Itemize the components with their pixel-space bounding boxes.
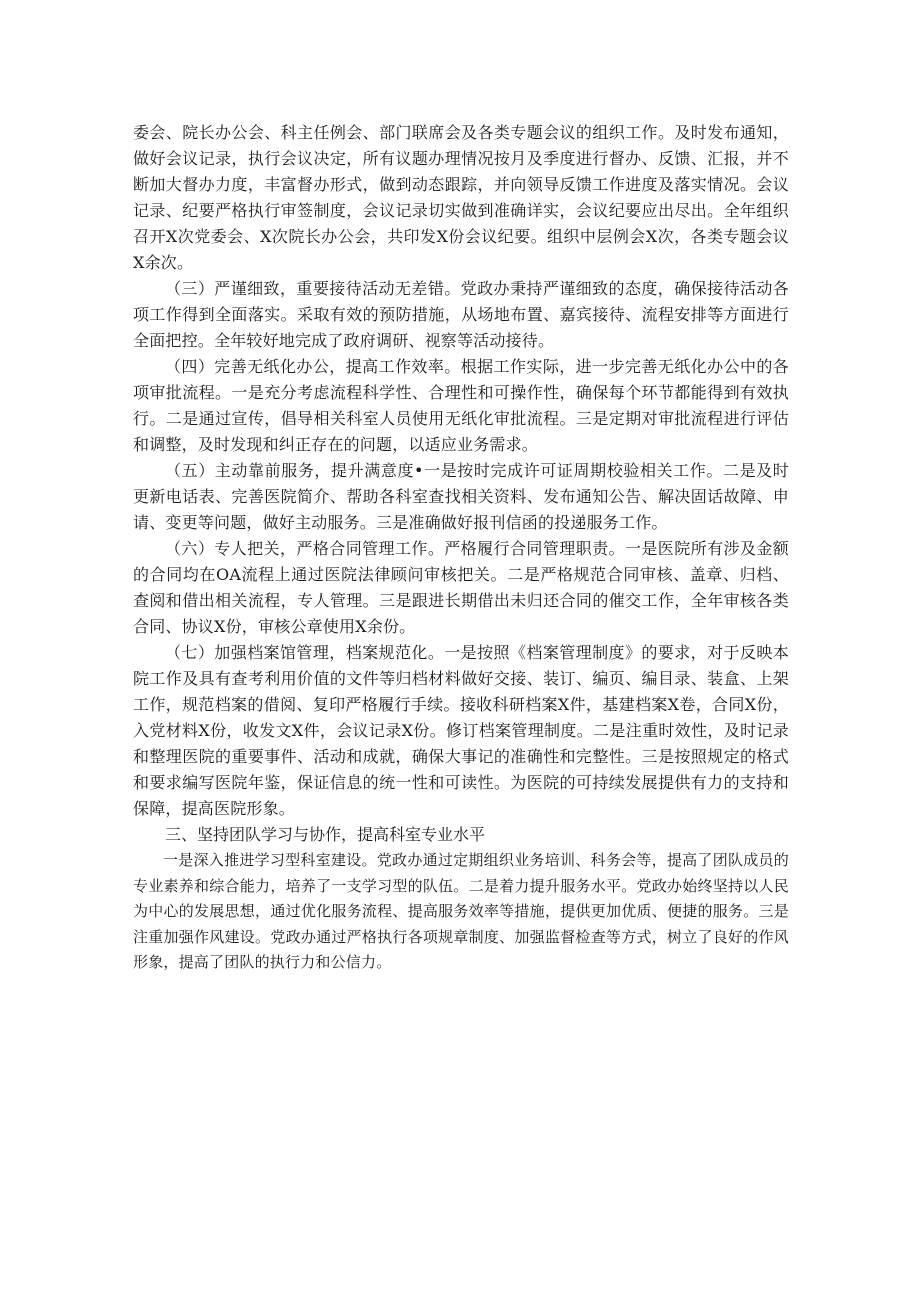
paragraph-reception: （三）严谨细致，重要接待活动无差错。党政办秉持严谨细致的态度，确保接待活动各项工作得到全面落实。采取有效的预防措施，从场地布置、嘉宾接待、流程安排等方面进行全面把控。全年较好地完成了政府调研、视察等活动接待。 [133, 279, 789, 350]
paragraph-paperless: （四）完善无纸化办公，提高工作效率。根据工作实际，进一步完善无纸化办公中的各项审批流程。一是充分考虑流程科学性、合理性和可操作性，确保每个环节都能得到有效执行。二是通过宣传，倡导相关科室人员使用无纸化审批流程。三是定期对审批流程进行评估和调整，及时发现和纠正存在的问题，以适应业务需求。 [133, 357, 789, 454]
paragraph-meetings: 委会、院长办公会、科主任例会、部门联席会及各类专题会议的组织工作。及时发布通知，做好会议记录，执行会议决定，所有议题办理情况按月及季度进行督办、反馈、汇报，并不断加大督办力度，丰富督办形式，做到动态跟踪，并向领导反馈工作进度及落实情况。会议记录、纪要严格执行审签制度，会议记录切实做到准确详实，会议纪要应出尽出。全年组织召开X次党委会、X次院长办公会，共印发X份会议纪要。组织中层例会X次，各类专题会议X余次。 [133, 123, 789, 272]
paragraph-contracts: （六）专人把关，严格合同管理工作。严格履行合同管理职责。一是医院所有涉及金额的合同均在OA流程上通过医院法律顾问审核把关。二是严格规范合同审核、盖章、归档、查阅和借出相关流程，专人管理。三是跟进长期借出未归还合同的催交工作，全年审核各类合同、协议X份，审核公章使用X余份。 [133, 539, 789, 636]
section-heading: 三、坚持团队学习与协作，提高科室专业水平 [165, 825, 486, 844]
paragraph-service: （五）主动靠前服务，提升满意度•一是按时完成许可证周期校验相关工作。二是及时更新电话表、完善医院简介、帮助各科室查找相关资料、发布通知公告、解决固话故障、申请、变更等问题，做好主动服务。三是准确做好报刊信函的投递服务工作。 [133, 461, 789, 532]
paragraph-team-learning: 一是深入推进学习型科室建设。党政办通过定期组织业务培训、科务会等，提高了团队成员的专业素养和综合能力，培养了一支学习型的队伍。二是着力提升服务水平。党政办始终坚持以人民为中心的发展思想，通过优化服务流程、提高服务效率等措施，提供更加优质、便捷的服务。三是注重加强作风建设。党政办通过严格执行各项规章制度、加强监督检查等方式，树立了良好的作风形象，提高了团队的执行力和公信力。 [133, 851, 789, 971]
paragraph-archives: （七）加强档案馆管理，档案规范化。一是按照《档案管理制度》的要求，对于反映本院工作及具有查考利用价值的文件等归档材料做好交接、装订、编页、编目录、装盒、上架工作，规范档案的借阅、复印严格履行手续。接收科研档案X件，基建档案X卷，合同X份，入党材料X份，收发文X件，会议记录X份。修订档案管理制度。二是注重时效性，及时记录和整理医院的重要事件、活动和成就，确保大事记的准确性和完整性。三是按照规定的格式和要求编写医院年鉴，保证信息的统一性和可读性。为医院的可持续发展提供有力的支持和保障，提高医院形象。 [133, 643, 789, 818]
document-page [133, 120, 789, 976]
